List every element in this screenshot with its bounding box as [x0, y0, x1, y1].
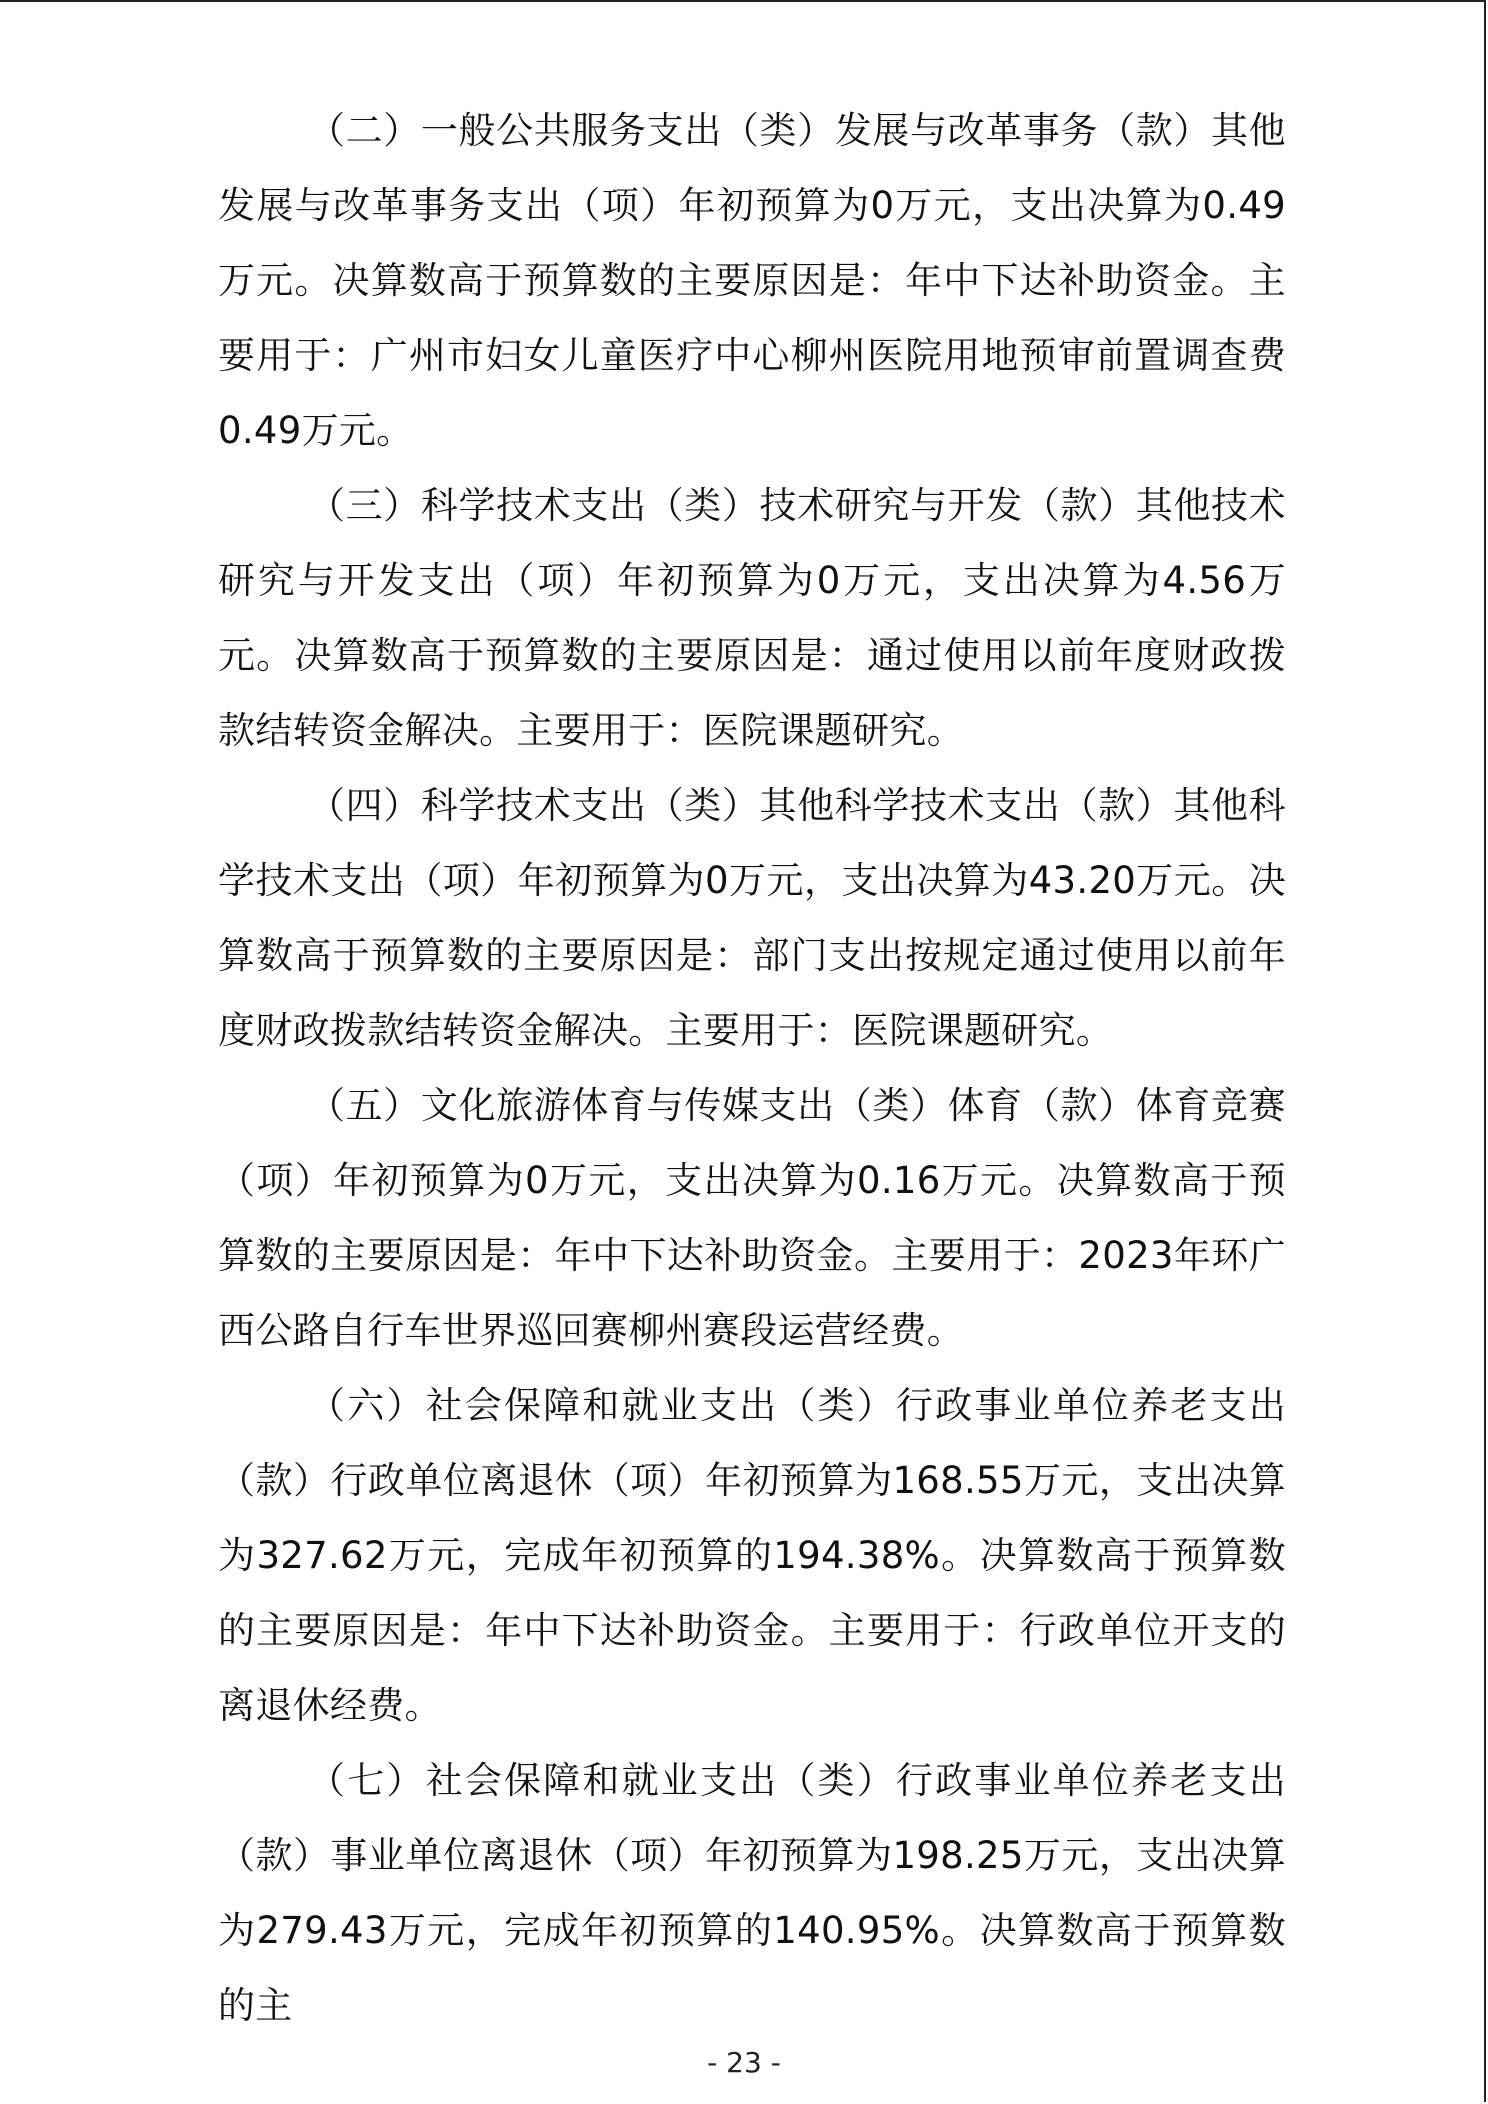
paragraph-4: （四）科学技术支出（类）其他科学技术支出（款）其他科学技术支出（项）年初预算为0万元，支出决算为43.20万元。决算数高于预算数的主要原因是：部门支出按规定通过使用以前年度财政拨款结转资金解决。主要用于：医院课题研究。	[218, 784, 1286, 1052]
paragraph-2: （二）一般公共服务支出（类）发展与改革事务（款）其他发展与改革事务支出（项）年初预算为0万元，支出决算为0.49万元。决算数高于预算数的主要原因是：年中下达补助资金。主要用于：广州市妇女儿童医疗中心柳州医院用地预审前置调查费0.49万元。	[218, 109, 1286, 452]
page-number: - 23 -	[707, 2046, 781, 2079]
paragraph-6: （六）社会保障和就业支出（类）行政事业单位养老支出（款）行政单位离退休（项）年初预算为168.55万元，支出决算为327.62万元，完成年初预算的194.38%。决算数高于预算数的主要原因是：年中下达补助资金。主要用于：行政单位开支的离退休经费。	[218, 1384, 1286, 1727]
paragraph-3: （三）科学技术支出（类）技术研究与开发（款）其他技术研究与开发支出（项）年初预算为0万元，支出决算为4.56万元。决算数高于预算数的主要原因是：通过使用以前年度财政拨款结转资金解决。主要用于：医院课题研究。	[218, 484, 1286, 752]
paragraph-7: （七）社会保障和就业支出（类）行政事业单位养老支出（款）事业单位离退休（项）年初预算为198.25万元，支出决算为279.43万元，完成年初预算的140.95%。决算数高于预算数的主	[218, 1759, 1286, 2027]
document-body	[218, 93, 1286, 2043]
paragraph-5: （五）文化旅游体育与传媒支出（类）体育（款）体育竞赛（项）年初预算为0万元，支出决算为0.16万元。决算数高于预算数的主要原因是：年中下达补助资金。主要用于：2023年环广西公路自行车世界巡回赛柳州赛段运营经费。	[218, 1084, 1286, 1352]
